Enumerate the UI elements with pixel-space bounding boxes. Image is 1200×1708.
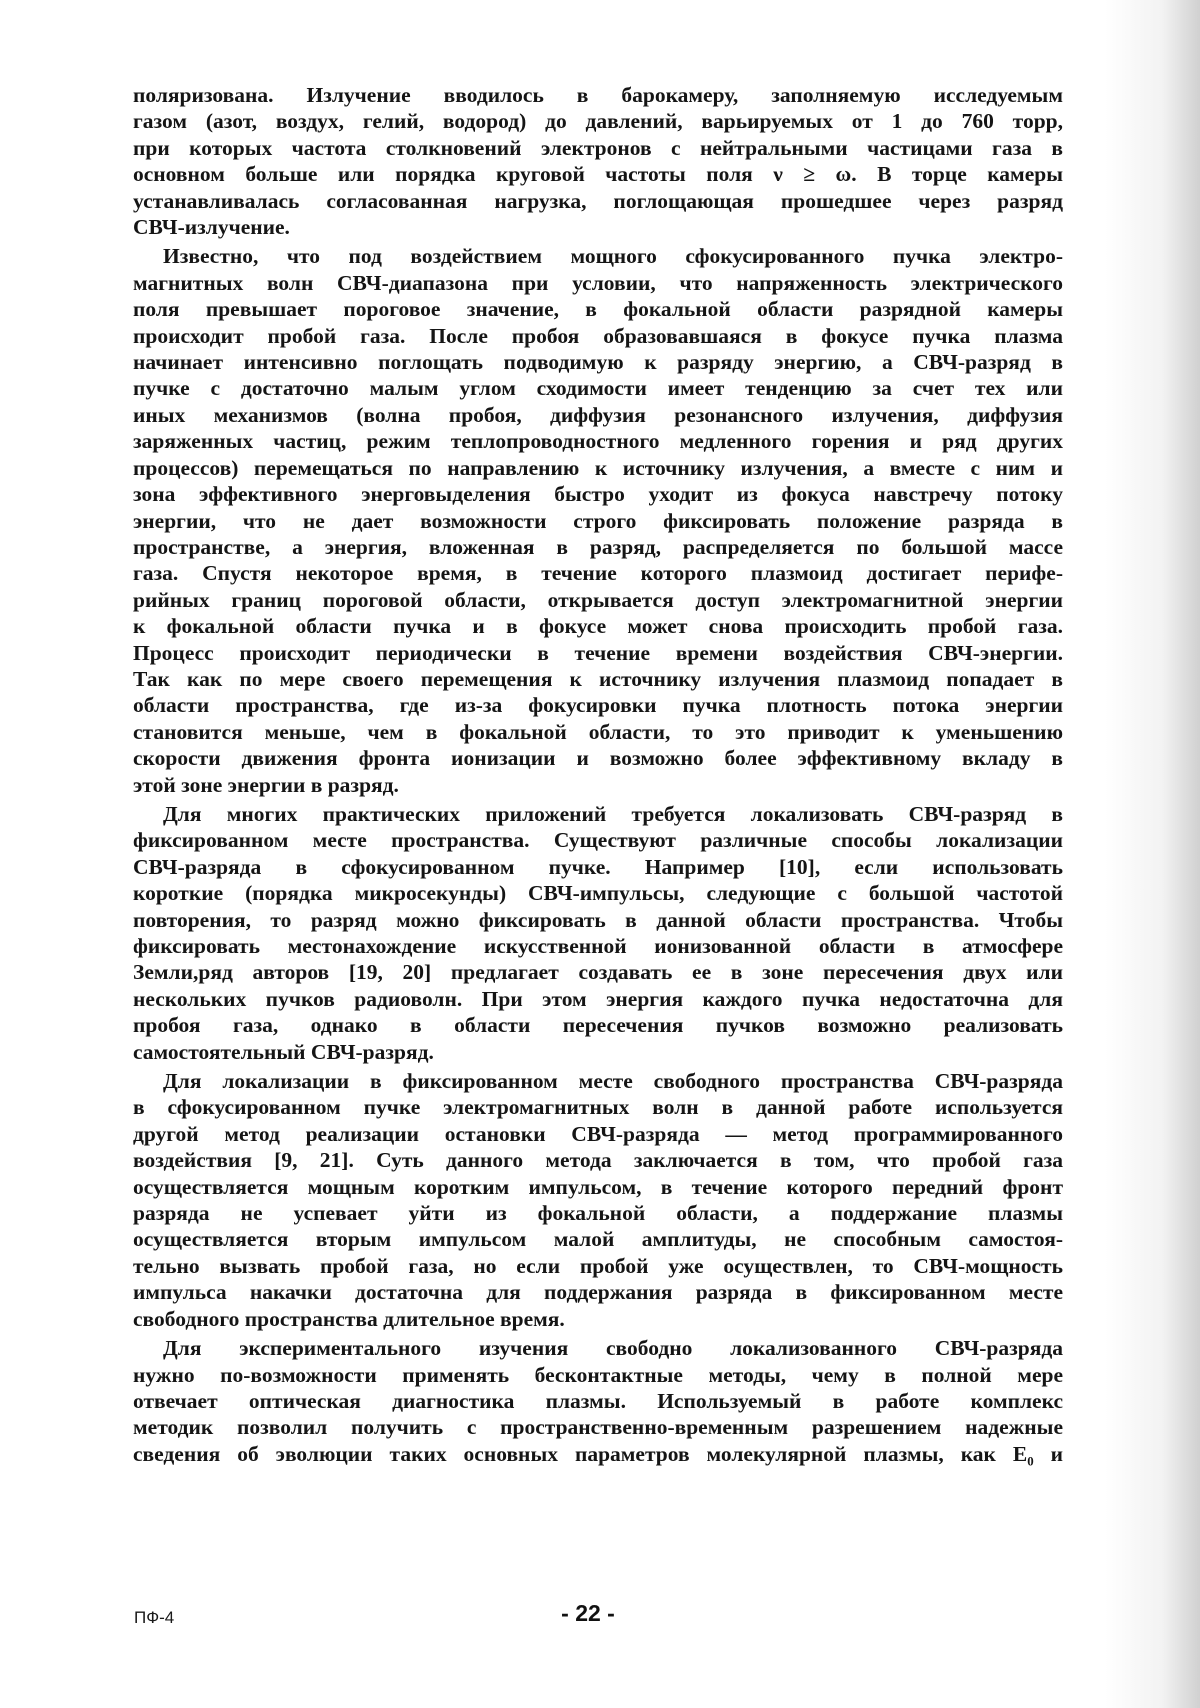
text-line: нужно по-возможности применять бесконтактные методы, чему в полной мере — [133, 1362, 1063, 1387]
text-line: свободного пространства длительное время. — [133, 1306, 565, 1331]
text-line: основном больше или порядка круговой частоты поля ν ≥ ω. В торце камеры — [133, 162, 1063, 187]
text-line: СВЧ-разряда в сфокусированном пучке. Например [10], если использовать — [133, 854, 1063, 879]
text-line: тельно вызвать пробой газа, но если пробой уже осуществлен, то СВЧ-мощность — [133, 1253, 1063, 1278]
text-line: методик позволил получить с пространственно-временным разрешением надежные — [133, 1415, 1063, 1440]
paragraph — [133, 801, 1063, 1065]
text-line: газа. Спустя некоторое время, в течение которого плазмоид достигает перифе- — [133, 561, 1063, 586]
text-line: скорости движения фронта ионизации и возможно более эффективному вкладу в — [133, 746, 1063, 771]
page-number-container — [0, 1600, 1200, 1627]
paragraph — [133, 82, 1063, 240]
text-line: Процесс происходит периодически в течение времени воздействия СВЧ-энергии. — [133, 640, 1063, 665]
text-line: при которых частота столкновений электронов с нейтральными частицами газа в — [133, 135, 1063, 160]
text-line: пространстве, а энергия, вложенная в разряд, распределяется по большой массе — [133, 534, 1063, 559]
text-line: СВЧ-излучение. — [133, 215, 290, 240]
text-line: Земли,ряд авторов [19, 20] предлагает создавать ее в зоне пересечения двух или — [133, 960, 1063, 985]
text-line: в сфокусированном пучке электромагнитных волн в данной работе используется — [133, 1095, 1063, 1120]
text-line: заряженных частиц, режим теплопроводностного медленного горения и ряд других — [133, 429, 1063, 454]
text-line: магнитных волн СВЧ-диапазона при условии, что напряженность электрического — [133, 270, 1063, 295]
text-line: воздействия [9, 21]. Суть данного метода заключается в том, что пробой газа — [133, 1148, 1063, 1173]
text-line: начинает интенсивно поглощать подводимую к разряду энергию, а СВЧ-разряд в — [133, 350, 1063, 375]
text-line: газом (азот, воздух, гелий, водород) до давлений, варьируемых от 1 до 760 торр, — [133, 109, 1063, 134]
document-body — [133, 82, 1063, 1470]
text-line: устанавливалась согласованная нагрузка, поглощающая прошедшее через разряд — [133, 188, 1063, 213]
paragraph — [133, 243, 1063, 798]
page-number: - 22 - — [561, 1600, 615, 1626]
text-line: осуществляется мощным коротким импульсом, в течение которого передний фронт — [133, 1174, 1063, 1199]
text-line: пробоя газа, однако в области пересечения пучков возможно реализовать — [133, 1013, 1063, 1038]
paragraph — [133, 1068, 1063, 1332]
paragraph — [133, 1335, 1063, 1467]
text-line: повторения, то разряд можно фиксировать в данной области пространства. Чтобы — [133, 907, 1063, 932]
text-line: поля превышает пороговое значение, в фокальной области разрядной камеры — [133, 297, 1063, 322]
text-line: процессов) перемещаться по направлению к источнику излучения, а вместе с ним и — [133, 455, 1063, 480]
text-line: иных механизмов (волна пробоя, диффузия резонансного излучения, диффузия — [133, 402, 1063, 427]
text-line: зона эффективного энерговыделения быстро уходит из фокуса навстречу потоку — [133, 482, 1063, 507]
text-line: Для многих практических приложений требуется локализовать СВЧ-разряд в — [163, 801, 1063, 826]
text-line: нескольких пучков радиоволн. При этом энергия каждого пучка недостаточна для — [133, 986, 1063, 1011]
text-line: фиксированном месте пространства. Существуют различные способы локализации — [133, 828, 1063, 853]
text-line: сведения об эволюции таких основных параметров молекулярной плазмы, как E₀ и — [133, 1441, 1063, 1466]
text-line: области пространства, где из-за фокусировки пучка плотность потока энергии — [133, 693, 1063, 718]
text-line: энергии, что не дает возможности строго фиксировать положение разряда в — [133, 508, 1063, 533]
text-line: Известно, что под воздействием мощного сфокусированного пучка электро- — [163, 244, 1063, 269]
text-line: Так как по мере своего перемещения к источнику излучения плазмоид попадает в — [133, 666, 1063, 691]
text-line: поляризована. Излучение вводилось в барокамеру, заполняемую исследуемым — [133, 83, 1063, 107]
text-line: импульса накачки достаточна для поддержания разряда в фиксированном месте — [133, 1280, 1063, 1305]
text-line: происходит пробой газа. После пробоя образовавшаяся в фокусе пучка плазма — [133, 323, 1063, 348]
scan-edge-shadow — [1105, 0, 1200, 1708]
text-line: отвечает оптическая диагностика плазмы. Используемый в работе комплекс — [133, 1388, 1063, 1413]
footer-series-code: ПФ-4 — [134, 1608, 175, 1627]
text-line: становится меньше, чем в фокальной области, то это приводит к уменьшению — [133, 719, 1063, 744]
text-line: Для экспериментального изучения свободно локализованного СВЧ-разряда — [163, 1336, 1063, 1361]
text-line: самостоятельный СВЧ-разряд. — [133, 1039, 434, 1064]
text-line: пучке с достаточно малым углом сходимости имеет тенденцию за счет тех или — [133, 376, 1063, 401]
text-line: Для локализации в фиксированном месте свободного пространства СВЧ-разряда — [163, 1069, 1063, 1094]
text-line: другой метод реализации остановки СВЧ-разряда — метод программированного — [133, 1121, 1063, 1146]
text-line: осуществляется вторым импульсом малой амплитуды, не способным самостоя- — [133, 1227, 1063, 1252]
text-line: этой зоне энергии в разряд. — [133, 772, 399, 797]
text-line: короткие (порядка микросекунды) СВЧ-импульсы, следующие с большой частотой — [133, 881, 1063, 906]
text-line: разряда не успевает уйти из фокальной области, а поддержание плазмы — [133, 1201, 1063, 1226]
text-line: рийных границ пороговой области, открывается доступ электромагнитной энергии — [133, 587, 1063, 612]
text-line: к фокальной области пучка и в фокусе может снова происходить пробой газа. — [133, 614, 1063, 639]
text-line: фиксировать местонахождение искусственной ионизованной области в атмосфере — [133, 934, 1063, 958]
